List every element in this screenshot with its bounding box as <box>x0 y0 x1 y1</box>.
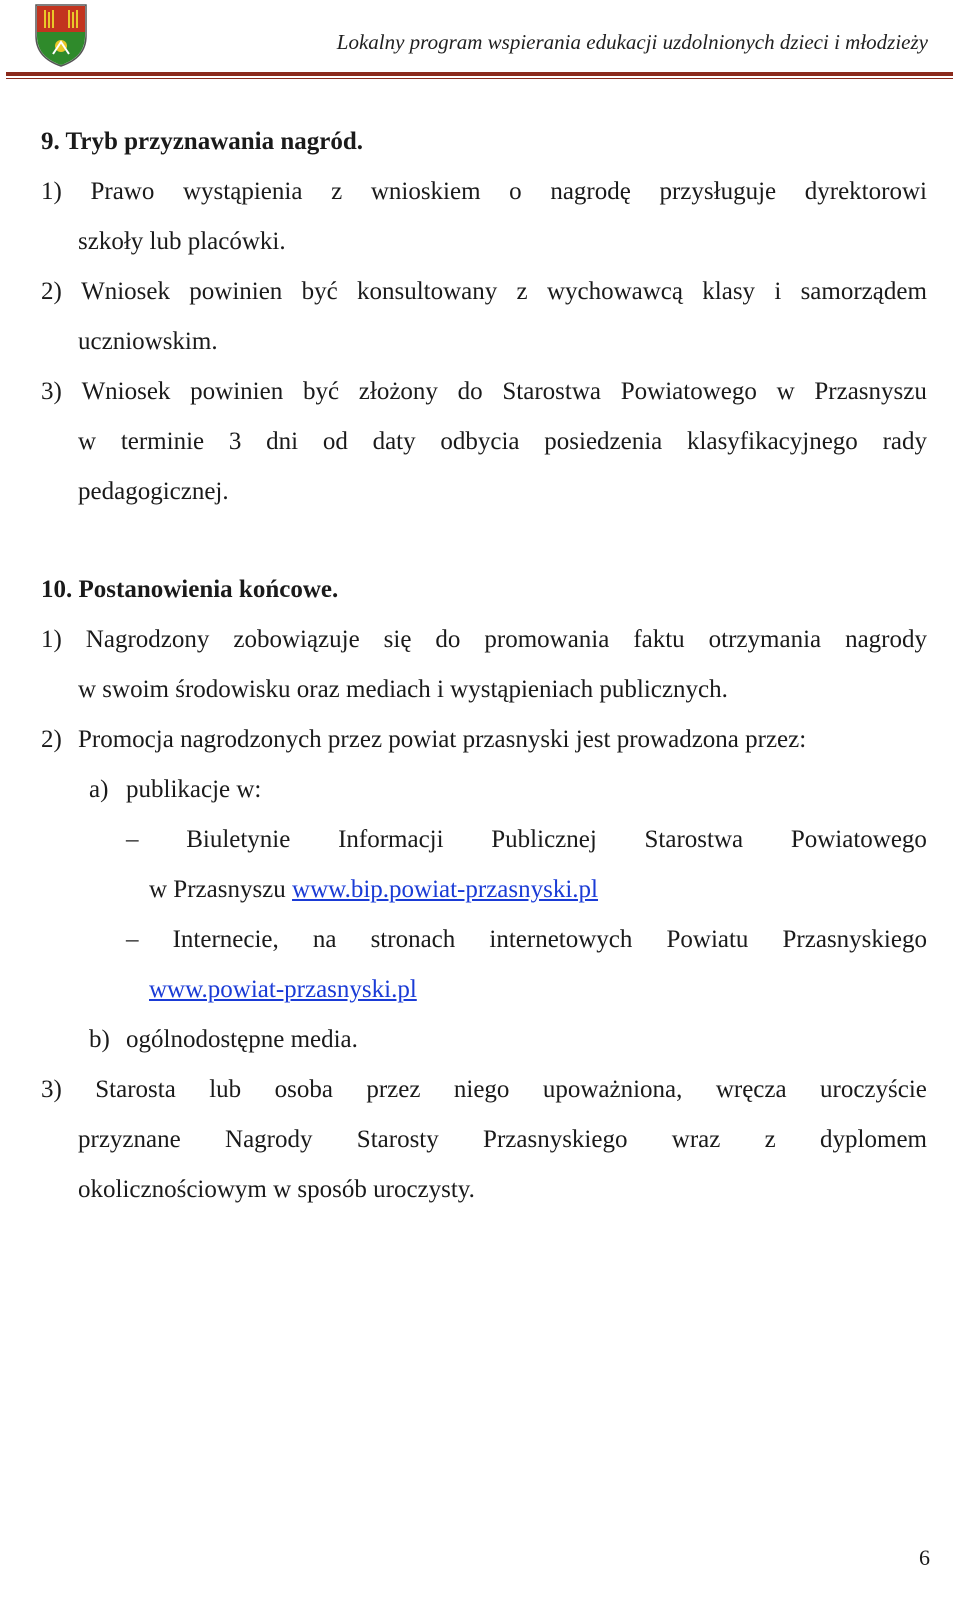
section-10-item-3-continuation: okolicznościowym w sposób uroczysty. <box>78 1176 475 1203</box>
word: upoważniona, <box>542 1076 683 1103</box>
section-10-title: 10. Postanowienia końcowe. <box>41 576 339 603</box>
bullet-bip-continuation <box>41 865 927 915</box>
word: faktu <box>633 626 685 653</box>
word: Internecie, <box>172 926 279 953</box>
section-9-item-2-continuation: uczniowskim. <box>78 328 218 355</box>
word: dyrektorowi <box>804 178 927 205</box>
sub-item-text: ogólnodostępne media. <box>126 1026 358 1053</box>
section-10-item-2 <box>41 715 927 765</box>
section-10-item-1 <box>41 615 927 665</box>
word: wraz <box>671 1126 721 1153</box>
word: Starostwa <box>502 378 602 405</box>
word: być <box>301 278 338 305</box>
word: wnioskiem <box>370 178 481 205</box>
item-number: 1) <box>41 626 62 653</box>
item-text: Promocja nagrodzonych przez powiat przasnyski jest prowadzona przez: <box>78 726 807 753</box>
section-9-item-3 <box>41 367 927 417</box>
section-9-title: 9. Tryb przyznawania nagród. <box>41 128 364 155</box>
word: klasyfikacyjnego <box>687 428 858 455</box>
sub-item-text: publikacje w: <box>126 776 262 803</box>
word: Starostwa <box>644 826 744 853</box>
word: przysługuje <box>659 178 777 205</box>
word: Biuletynie <box>186 826 291 853</box>
sub-item-label: a) <box>89 776 109 803</box>
word: odbycia <box>440 428 520 455</box>
page-number: 6 <box>919 1545 930 1570</box>
word: być <box>302 378 340 405</box>
item-number: 3) <box>41 1076 62 1103</box>
bullet-prefix: w Przasnyszu <box>149 876 286 903</box>
word: na <box>312 926 337 953</box>
word: klasy <box>702 278 756 305</box>
section-9-item-1-continuation: szkoły lub placówki. <box>78 228 286 255</box>
word: z <box>764 1126 776 1153</box>
word: Przasnyszu <box>814 378 927 405</box>
word: Wniosek <box>81 278 170 305</box>
bullet-internet-continuation <box>41 965 927 1015</box>
word: samorządem <box>800 278 927 305</box>
item-number: 2) <box>41 726 62 753</box>
word: z <box>516 278 528 305</box>
word: lub <box>209 1076 242 1103</box>
word: wychowawcą <box>546 278 683 305</box>
item-number: 2) <box>41 278 62 305</box>
word: konsultowany <box>356 278 498 305</box>
word: i <box>774 278 782 305</box>
word: dyplomem <box>820 1126 927 1153</box>
section-spacer <box>41 517 927 565</box>
word: otrzymania <box>708 626 822 653</box>
word: Nagrodzony <box>85 626 210 653</box>
sub-item-b <box>41 1015 927 1065</box>
section-9-item-3-continuation: pedagogicznej. <box>78 478 229 505</box>
word: internetowych <box>489 926 633 953</box>
word: powinien <box>190 378 284 405</box>
word: Powiatu <box>666 926 749 953</box>
word: terminie <box>120 428 205 455</box>
word: z <box>331 178 343 205</box>
word: się <box>383 626 412 653</box>
word: Przasnyskiego <box>483 1126 628 1153</box>
section-9-item-3-line-2 <box>41 417 927 467</box>
word: złożony <box>358 378 438 405</box>
sub-item-a <box>41 765 927 815</box>
word: uroczyście <box>820 1076 927 1103</box>
item-number: 1) <box>41 178 62 205</box>
section-10-item-1-continuation: w swoim środowisku oraz mediach i wystąpieniach publicznych. <box>78 676 728 703</box>
word: niego <box>453 1076 510 1103</box>
bullet-internet <box>41 915 927 965</box>
word: 3 <box>228 428 242 455</box>
dash-bullet: – <box>126 926 139 953</box>
item-number: 3) <box>41 378 62 405</box>
word: zobowiązuje <box>233 626 360 653</box>
header-divider-thin <box>6 78 953 79</box>
word: Przasnyskiego <box>782 926 927 953</box>
coat-of-arms-icon <box>33 2 89 68</box>
word: od <box>322 428 348 455</box>
word: przez <box>366 1076 421 1103</box>
section-9-item-1 <box>41 167 927 217</box>
word: dni <box>266 428 299 455</box>
word: Starosta <box>95 1076 176 1103</box>
word: rady <box>882 428 927 455</box>
word: nagrodę <box>550 178 631 205</box>
word: do <box>457 378 483 405</box>
document-body <box>41 117 927 1215</box>
word: Starosty <box>356 1126 439 1153</box>
section-10-item-3 <box>41 1065 927 1115</box>
word: Prawo <box>90 178 155 205</box>
word: promowania <box>484 626 610 653</box>
word: Publicznej <box>491 826 597 853</box>
word: Powiatowego <box>620 378 757 405</box>
word: posiedzenia <box>544 428 663 455</box>
word: Powiatowego <box>790 826 927 853</box>
word: o <box>509 178 522 205</box>
bullet-bip <box>41 815 927 865</box>
word: Nagrody <box>225 1126 313 1153</box>
word: Wniosek <box>81 378 171 405</box>
word: w <box>78 428 97 455</box>
word: przyznane <box>78 1126 181 1153</box>
section-10-item-3-line-2 <box>41 1115 927 1165</box>
section-9-item-2 <box>41 267 927 317</box>
header-divider <box>6 72 953 76</box>
word: osoba <box>274 1076 333 1103</box>
word: do <box>435 626 461 653</box>
word: w <box>776 378 795 405</box>
word: daty <box>372 428 416 455</box>
dash-bullet: – <box>126 826 139 853</box>
word: nagrody <box>845 626 927 653</box>
document-header-title: Lokalny program wspierania edukacji uzdolnionych dzieci i młodzieży <box>336 30 928 54</box>
word: wystąpienia <box>183 178 303 205</box>
word: Informacji <box>338 826 444 853</box>
bip-link[interactable]: www.bip.powiat-przasnyski.pl <box>292 876 599 903</box>
page-header <box>0 0 960 80</box>
sub-item-label: b) <box>89 1026 110 1053</box>
word: stronach <box>370 926 456 953</box>
word: powinien <box>189 278 283 305</box>
powiat-link[interactable]: www.powiat-przasnyski.pl <box>149 976 417 1003</box>
word: wręcza <box>715 1076 787 1103</box>
